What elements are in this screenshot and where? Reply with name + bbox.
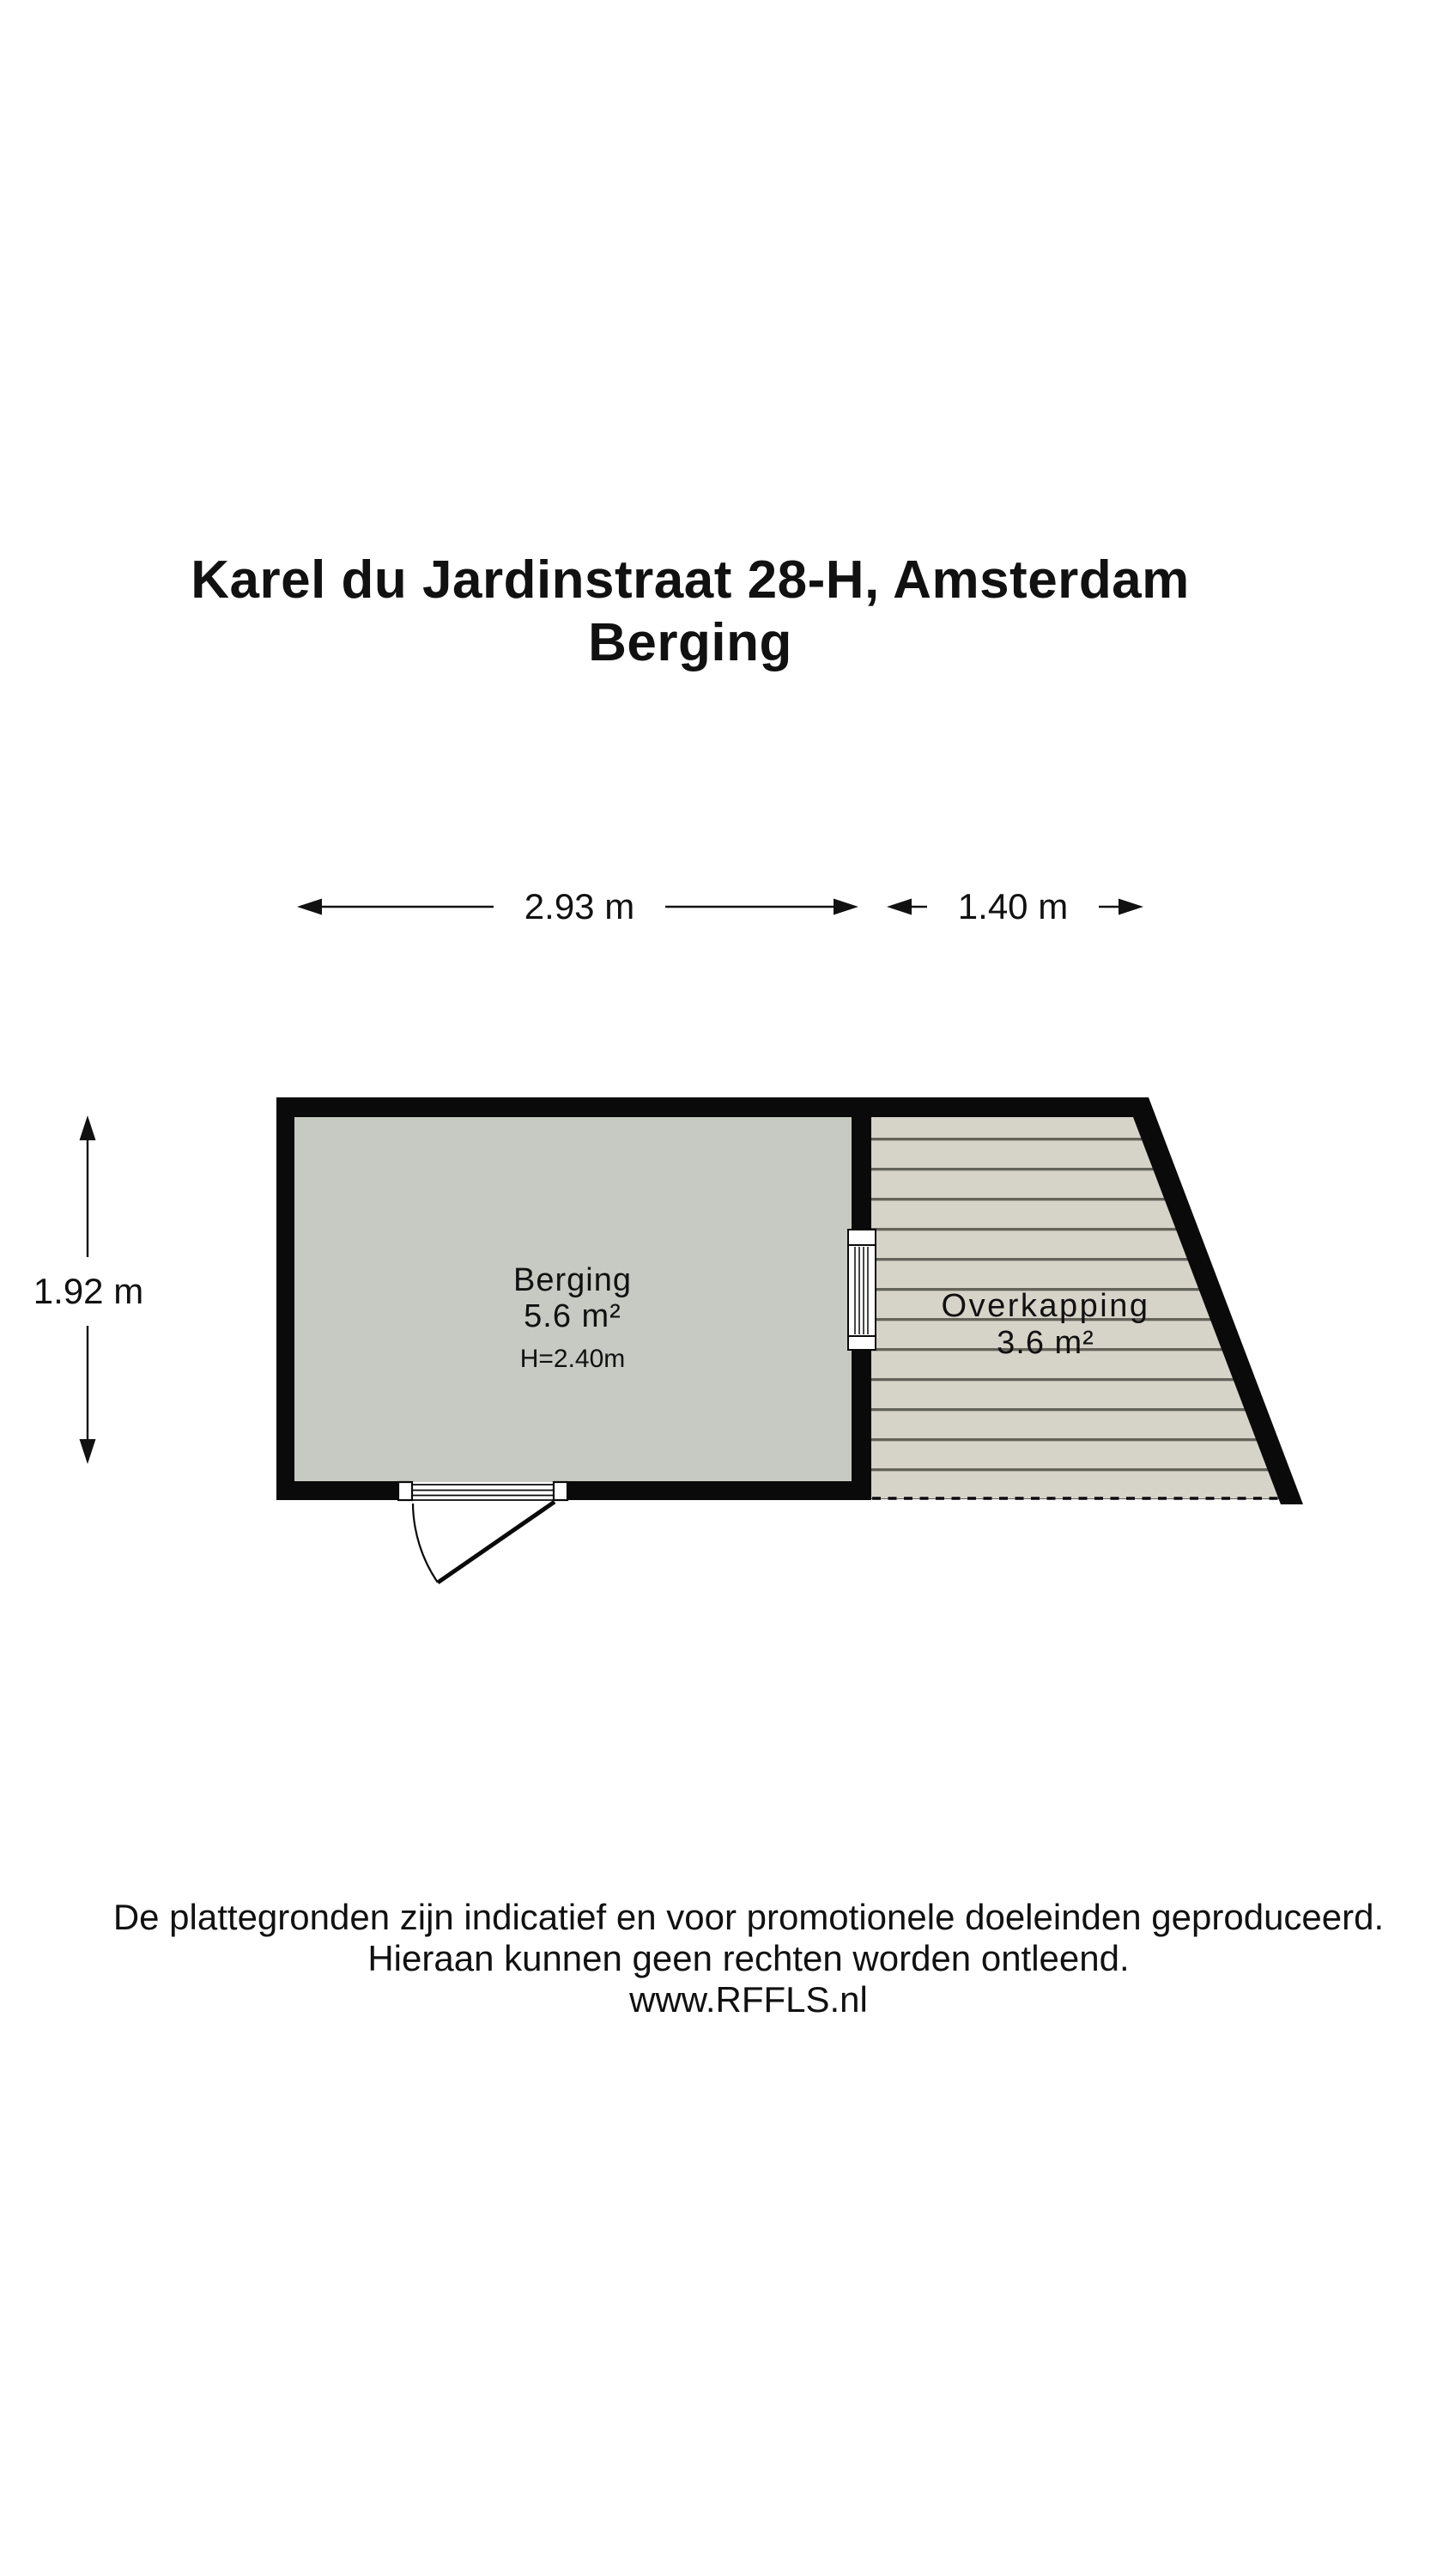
door-swing-arc	[413, 1504, 438, 1583]
title-floor-name: Berging	[588, 613, 792, 672]
dimension-label-berging-depth: 1.92 m	[3, 1257, 174, 1326]
door-jamb-right	[554, 1482, 567, 1500]
wall-left	[276, 1097, 294, 1500]
footer-disclaimer-line-2: Hieraan kunnen geen rechten worden ontleend.	[367, 1938, 1130, 1978]
room-name-berging: Berging	[513, 1262, 632, 1298]
room-area-berging: 5.6 m²	[524, 1298, 621, 1334]
arrowhead-right-icon	[1119, 899, 1143, 915]
arrowhead-left-icon	[887, 899, 912, 915]
wall-middle-above-window	[852, 1117, 871, 1230]
dimension-label-overkapping-width: 1.40 m	[927, 885, 1099, 928]
dimension-label-berging-width: 2.93 m	[494, 885, 665, 928]
arrowhead-down-icon	[80, 1439, 96, 1464]
arrowhead-right-icon	[834, 899, 858, 915]
footer-disclaimer-line-1: De plattegronden zijn indicatief en voor promotionele doeleinden geproduceerd.	[112, 1897, 1385, 1937]
wall-bottom-right-of-door	[568, 1481, 871, 1500]
wall-bottom-left-of-door	[276, 1481, 397, 1500]
title-address: Karel du Jardinstraat 28-H, Amsterdam	[191, 550, 1190, 610]
room-area-overkapping: 3.6 m²	[997, 1325, 1094, 1361]
footer-disclaimer	[62, 1897, 1435, 2020]
wall-middle-below-window	[852, 1350, 871, 1481]
page-title	[3, 549, 1377, 674]
arrowhead-left-icon	[297, 899, 322, 915]
room-ceiling-height-berging: H=2.40m	[519, 1345, 626, 1373]
footer-website: www.RFFLS.nl	[629, 1979, 868, 2020]
arrowhead-up-icon	[80, 1115, 96, 1140]
door	[398, 1482, 567, 1583]
door-leaf	[438, 1502, 555, 1583]
room-name-overkapping: Overkapping	[941, 1288, 1150, 1324]
door-jamb-left	[398, 1482, 412, 1500]
